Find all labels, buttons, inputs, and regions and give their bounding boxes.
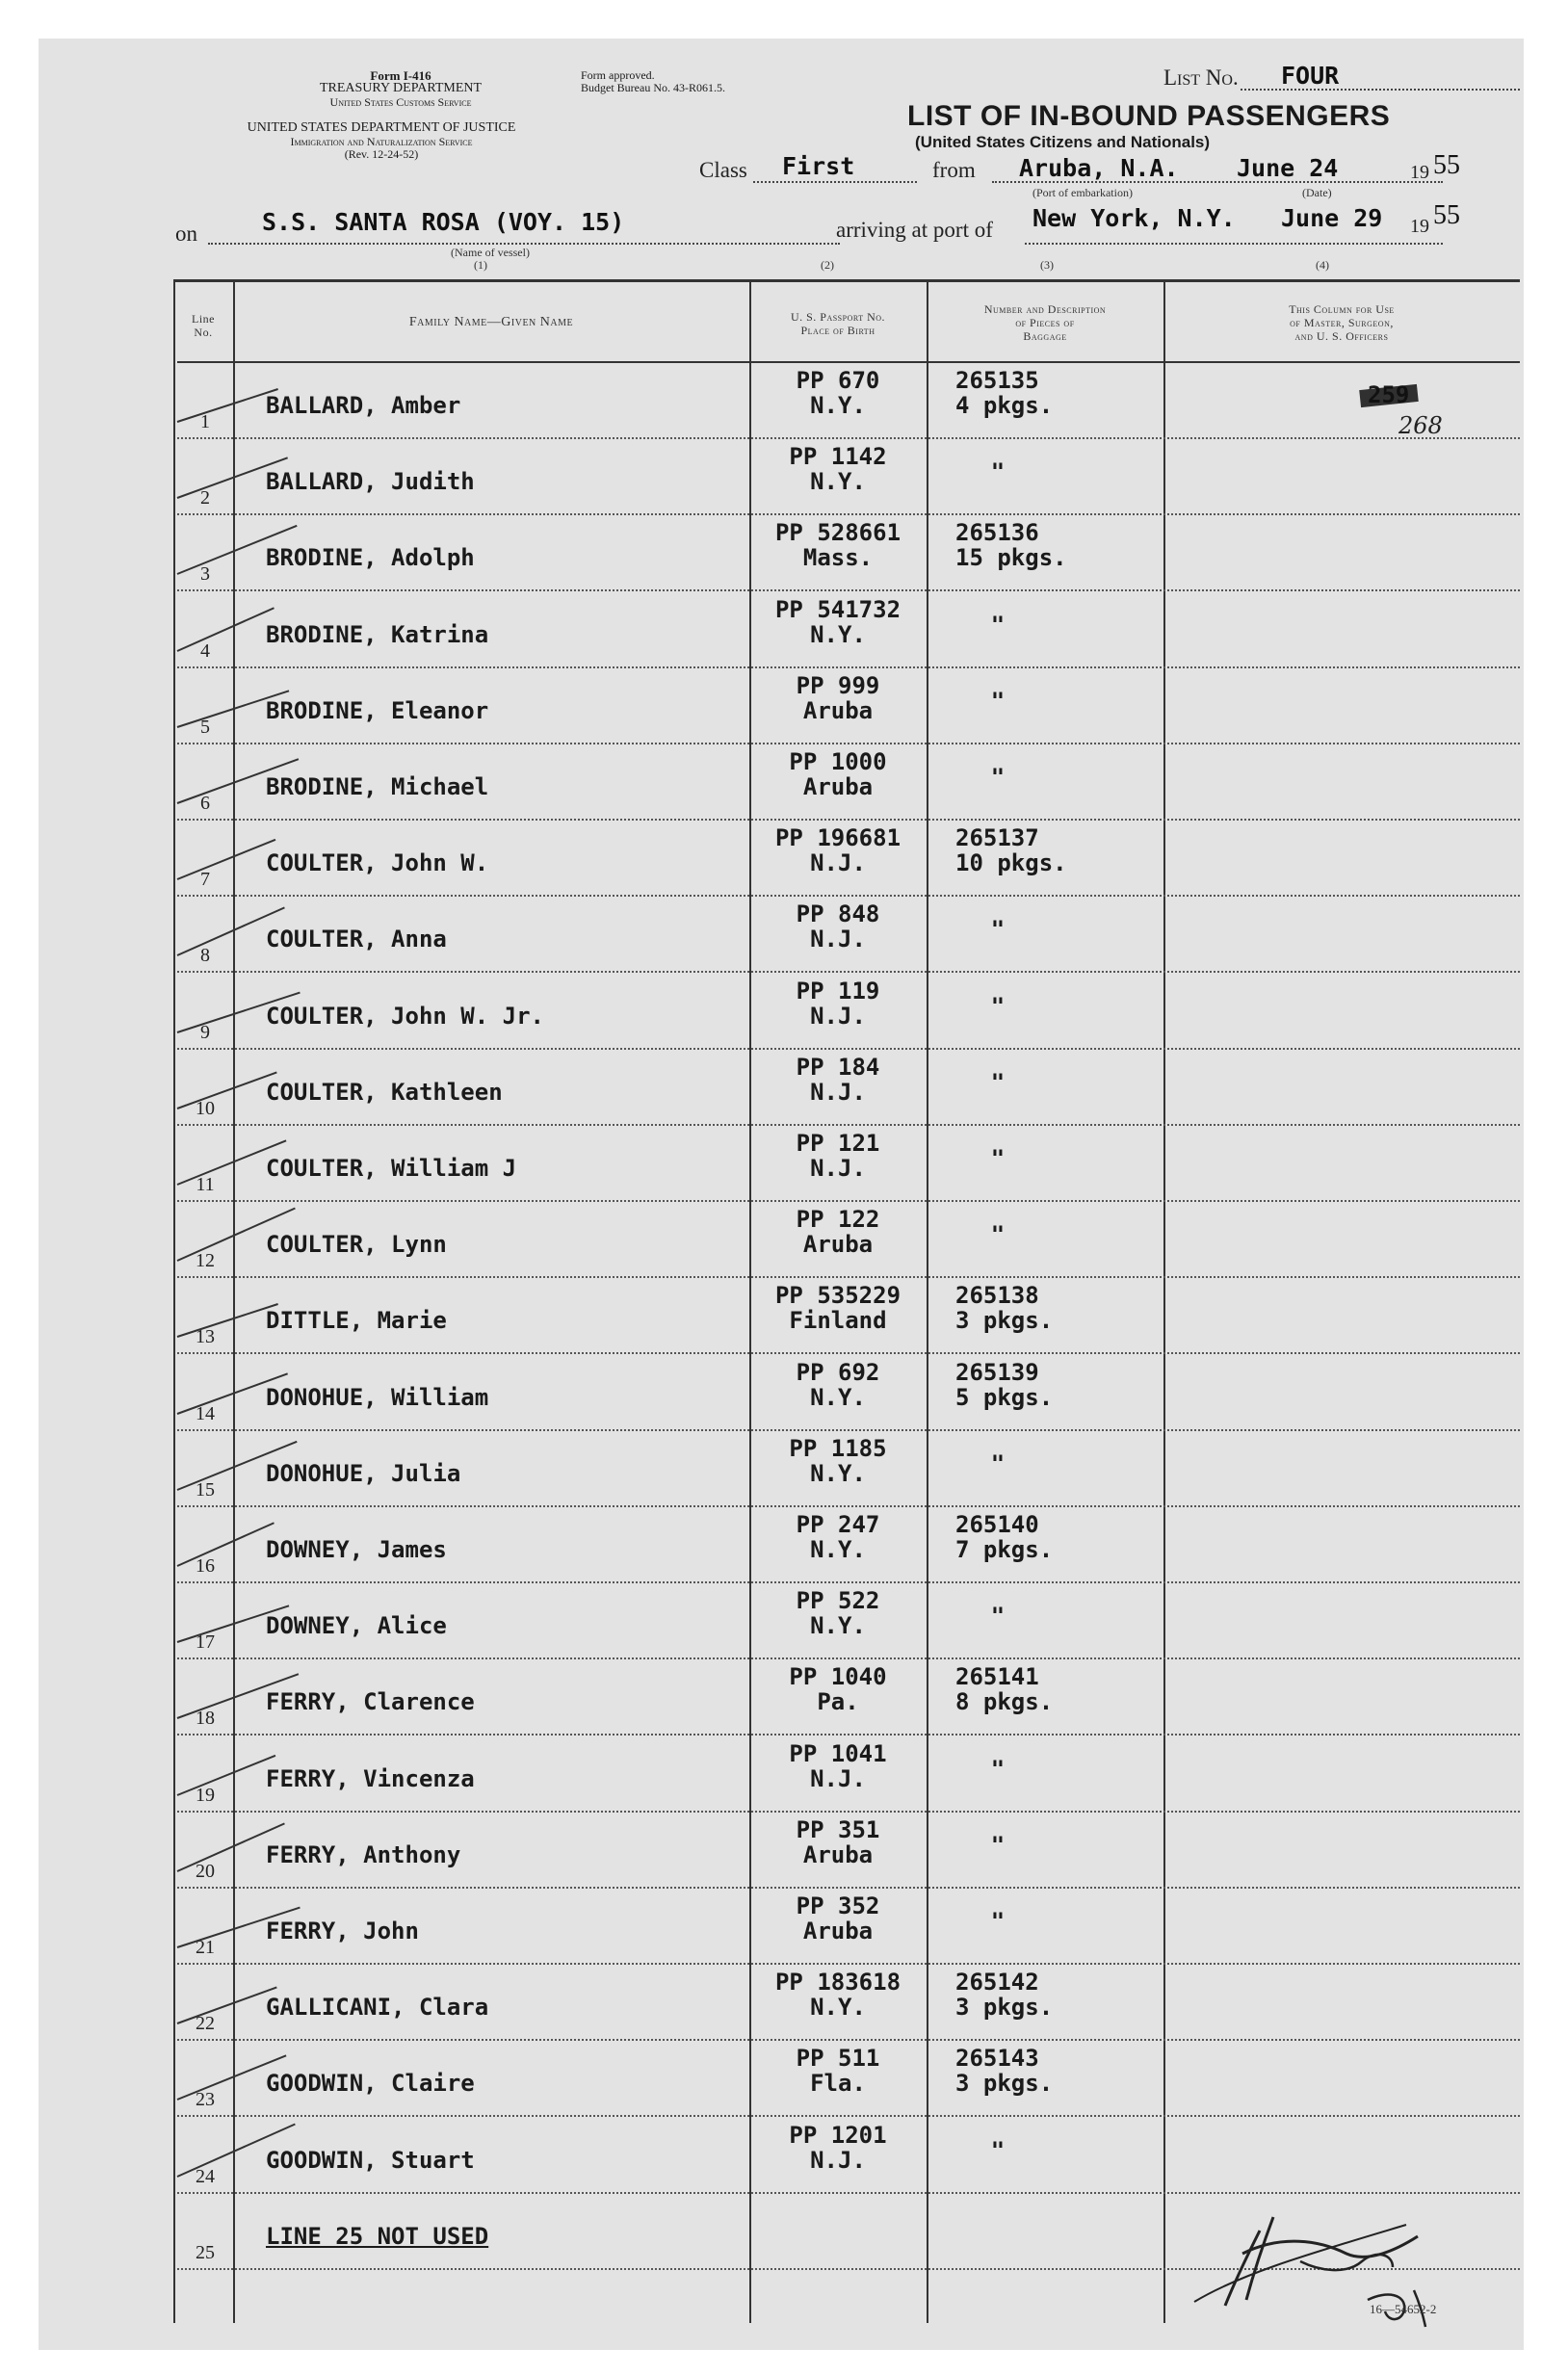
passenger-name: GALLICANI, Clara	[266, 1994, 489, 2022]
table-row	[39, 1431, 1522, 1507]
place-of-birth: Fla.	[810, 2070, 866, 2098]
baggage-pieces: 3 pkgs.	[955, 1307, 1054, 1335]
column-header-line-no-2: No.	[194, 326, 213, 339]
column-header-line-no-1: Line	[192, 312, 215, 326]
place-of-birth: N.Y.	[810, 392, 866, 419]
passport-number: PP 511	[796, 2045, 880, 2073]
col-caption-3: (3)	[1040, 258, 1054, 272]
line-number: 22	[196, 2013, 215, 2035]
passenger-name: GOODWIN, Stuart	[266, 2146, 475, 2174]
place-of-birth: N.J.	[810, 926, 866, 953]
justice-department: UNITED STATES DEPARTMENT OF JUSTICE	[247, 120, 516, 135]
ins-service: Immigration and Naturalization Service	[290, 135, 473, 148]
port-of-embarkation: Aruba, N.A.	[1019, 154, 1179, 182]
baggage-check-number: 265135	[955, 367, 1039, 394]
passenger-name: DITTLE, Marie	[266, 1307, 447, 1335]
form-approved: Form approved.	[581, 68, 655, 82]
arrival-port: New York, N.Y.	[1032, 204, 1236, 232]
baggage-pieces: 3 pkgs.	[955, 1994, 1054, 2022]
baggage-pieces: 15 pkgs.	[955, 544, 1067, 572]
baggage-check-number: 265140	[955, 1511, 1039, 1538]
form-number: Form I-416	[370, 68, 431, 83]
baggage-check-number: 265142	[955, 1969, 1039, 1997]
table-row	[39, 1889, 1522, 1965]
passport-number: PP 1040	[789, 1663, 887, 1691]
place-of-birth: Aruba	[802, 773, 874, 800]
passport-number: PP 1041	[789, 1739, 887, 1767]
place-of-birth: N.J.	[810, 1002, 866, 1030]
passenger-name: COULTER, Lynn	[266, 1231, 447, 1259]
budget-bureau: Budget Bureau No. 43-R061.5.	[581, 81, 725, 94]
line-number: 13	[196, 1326, 215, 1348]
ditto-mark: "	[990, 764, 1006, 791]
passport-number: PP 1201	[789, 2121, 887, 2149]
col-caption-2: (2)	[821, 258, 834, 272]
line-number: 9	[200, 1021, 210, 1043]
ditto-mark: "	[990, 687, 1006, 715]
ditto-mark: "	[990, 1449, 1006, 1477]
table-row	[39, 897, 1522, 973]
baggage-pieces: 5 pkgs.	[955, 1383, 1054, 1411]
table-row	[39, 1583, 1522, 1659]
arrival-line	[1025, 243, 1443, 245]
table-row	[39, 515, 1522, 591]
passenger-name: BRODINE, Eleanor	[266, 696, 489, 724]
ditto-mark: "	[990, 916, 1006, 944]
ditto-mark: "	[990, 2136, 1006, 2164]
column-header-officers-3: and U. S. Officers	[1294, 329, 1389, 343]
passport-number: PP 522	[796, 1587, 880, 1615]
passport-number: PP 351	[796, 1815, 880, 1843]
column-header-baggage-3: Baggage	[1023, 329, 1067, 343]
line-number: 15	[196, 1478, 215, 1501]
baggage-check-number: 265136	[955, 519, 1039, 547]
embarkation-date: June 24	[1237, 154, 1339, 182]
embark-year: 55	[1433, 150, 1460, 180]
passenger-name: COULTER, John W. Jr.	[266, 1002, 544, 1030]
place-of-birth: N.J.	[810, 2146, 866, 2174]
column-header-passport	[749, 310, 927, 337]
passport-number: PP 247	[796, 1511, 880, 1538]
table-row	[39, 821, 1522, 897]
passport-number: PP 122	[796, 1206, 880, 1234]
passport-number: PP 670	[796, 367, 880, 394]
line-number: 16	[196, 1555, 215, 1577]
place-of-birth: Pa.	[817, 1688, 859, 1716]
passenger-name: BRODINE, Michael	[266, 773, 489, 800]
from-label: from	[932, 158, 976, 182]
line-number: 5	[200, 716, 210, 738]
table-row	[39, 363, 1522, 439]
passenger-name: FERRY, Vincenza	[266, 1764, 475, 1792]
line-number: 18	[196, 1708, 215, 1730]
passenger-name: BRODINE, Adolph	[266, 544, 475, 572]
place-of-birth: N.J.	[810, 1764, 866, 1792]
passenger-name: COULTER, Kathleen	[266, 1078, 503, 1106]
table-row	[39, 1507, 1522, 1583]
vessel-line	[208, 243, 840, 245]
column-header-baggage	[927, 302, 1163, 343]
passport-number: PP 1142	[789, 443, 887, 471]
place-of-birth: N.J.	[810, 1155, 866, 1182]
table-top-border	[173, 279, 1520, 282]
line-number: 4	[200, 639, 210, 662]
column-header-name: Family Name—Given Name	[408, 315, 574, 329]
passenger-name: DONOHUE, Julia	[266, 1459, 461, 1487]
ditto-mark: "	[990, 1908, 1006, 1935]
passport-number: PP 352	[796, 1892, 880, 1919]
passport-number: PP 541732	[774, 595, 902, 623]
column-header-officers-2: of Master, Surgeon,	[1290, 316, 1394, 329]
footer-code: 16—54652-2	[1370, 2302, 1437, 2316]
col-caption-1: (1)	[474, 258, 487, 272]
line-unused-note: LINE 25 NOT USED	[266, 2222, 489, 2250]
baggage-check-number: 265138	[955, 1282, 1039, 1310]
baggage-pieces: 7 pkgs.	[955, 1536, 1054, 1563]
passenger-manifest-sheet	[39, 39, 1524, 2350]
line-number: 6	[200, 793, 210, 814]
line-number: 24	[196, 2165, 215, 2187]
place-of-birth: Aruba	[802, 1231, 874, 1259]
table-row	[39, 1736, 1522, 1813]
passport-number: PP 999	[796, 671, 880, 699]
line-number: 12	[196, 1250, 215, 1272]
passenger-name: GOODWIN, Claire	[266, 2070, 475, 2098]
place-of-birth: Finland	[789, 1307, 887, 1335]
line-number: 10	[196, 1097, 215, 1119]
line-number: 14	[196, 1402, 215, 1424]
baggage-pieces: 10 pkgs.	[955, 849, 1067, 877]
baggage-check-number: 265137	[955, 824, 1039, 852]
place-of-birth: N.Y.	[810, 620, 866, 648]
list-no-value: FOUR	[1281, 62, 1340, 90]
place-of-birth: N.Y.	[810, 1994, 866, 2022]
ditto-mark: "	[990, 1145, 1006, 1172]
passenger-name: COULTER, John W.	[266, 849, 489, 877]
line-number: 2	[200, 487, 210, 509]
passport-number: PP 196681	[774, 824, 902, 852]
ditto-mark: "	[990, 1831, 1006, 1859]
arrival-year-prefix: 19	[1410, 216, 1429, 237]
line-number: 25	[196, 2241, 215, 2263]
ditto-mark: "	[990, 992, 1006, 1020]
class-line	[753, 181, 917, 183]
place-of-birth: N.Y.	[810, 1383, 866, 1411]
column-header-baggage-2: of Pieces of	[1015, 316, 1075, 329]
line-number: 17	[196, 1631, 215, 1654]
passport-number: PP 692	[796, 1358, 880, 1386]
place-of-birth: N.J.	[810, 849, 866, 877]
table-row	[39, 974, 1522, 1050]
port-caption: (Port of embarkation)	[1032, 186, 1133, 199]
passenger-name: FERRY, John	[266, 1918, 419, 1944]
table-row	[39, 1813, 1522, 1889]
table-row	[39, 2118, 1522, 2194]
baggage-pieces: 4 pkgs.	[955, 392, 1054, 419]
arrival-year: 55	[1433, 200, 1460, 230]
place-of-birth: Aruba	[802, 1918, 874, 1944]
passport-number: PP 528661	[774, 519, 902, 547]
line-number: 23	[196, 2089, 215, 2111]
treasury-department: TREASURY DEPARTMENT	[319, 81, 483, 95]
baggage-check-number: 265143	[955, 2045, 1039, 2073]
ditto-mark: "	[990, 1068, 1006, 1096]
class-value: First	[782, 152, 855, 180]
passport-number: PP 1000	[789, 748, 887, 775]
vessel-name: S.S. SANTA ROSA (VOY. 15)	[262, 208, 625, 236]
table-row	[39, 1202, 1522, 1278]
passenger-name: DOWNEY, James	[266, 1536, 447, 1563]
date-caption: (Date)	[1302, 186, 1332, 199]
line-number: 19	[196, 1784, 215, 1806]
baggage-pieces: 8 pkgs.	[955, 1688, 1054, 1716]
place-of-birth: N.J.	[810, 1078, 866, 1106]
ditto-mark: "	[990, 611, 1006, 639]
page-subtitle: (United States Citizens and Nationals)	[915, 133, 1211, 151]
passport-number: PP 183618	[774, 1969, 902, 1997]
ditto-mark: "	[990, 458, 1006, 486]
vessel-caption: (Name of vessel)	[451, 246, 530, 259]
baggage-check-number: 265139	[955, 1358, 1039, 1386]
place-of-birth: N.Y.	[810, 1612, 866, 1640]
passenger-name: BALLARD, Judith	[266, 468, 475, 496]
table-row	[39, 1355, 1522, 1431]
table-row	[39, 2041, 1522, 2117]
passport-number: PP 121	[796, 1130, 880, 1157]
arriving-label: arriving at port of	[836, 218, 993, 242]
col-caption-4: (4)	[1316, 258, 1329, 272]
ditto-mark: "	[990, 1221, 1006, 1249]
line-number: 11	[196, 1174, 215, 1195]
column-header-line-no	[173, 312, 233, 339]
table-row	[39, 592, 1522, 668]
passenger-name: BALLARD, Amber	[266, 392, 461, 419]
table-row	[39, 668, 1522, 744]
line-number: 8	[200, 945, 210, 967]
passenger-name: DOWNEY, Alice	[266, 1612, 447, 1640]
column-header-baggage-1: Number and Description	[983, 302, 1107, 316]
table-row	[39, 439, 1522, 515]
passenger-name: COULTER, Anna	[266, 926, 447, 953]
ditto-mark: "	[990, 1755, 1006, 1783]
passport-number: PP 535229	[774, 1282, 902, 1310]
baggage-check-number: 265141	[955, 1663, 1039, 1691]
line-number: 3	[200, 563, 210, 586]
passport-number: PP 1185	[789, 1434, 887, 1462]
customs-service: United States Customs Service	[329, 95, 472, 109]
place-of-birth: N.Y.	[810, 468, 866, 496]
passport-number: PP 184	[796, 1053, 880, 1081]
table-row	[39, 1050, 1522, 1126]
column-header-officers-1: This Column for Use	[1289, 302, 1395, 316]
ditto-mark: "	[990, 1603, 1006, 1631]
table-row	[39, 1659, 1522, 1736]
column-header-officers	[1163, 302, 1520, 343]
line-number: 21	[196, 1937, 215, 1958]
page-title: LIST OF IN-BOUND PASSENGERS	[907, 100, 1391, 132]
on-label: on	[175, 222, 197, 246]
passenger-name: FERRY, Clarence	[266, 1688, 475, 1716]
table-row	[39, 1278, 1522, 1354]
table-row	[39, 1126, 1522, 1202]
place-of-birth: Mass.	[802, 544, 874, 572]
passport-number: PP 848	[796, 900, 880, 928]
arrival-date: June 29	[1281, 204, 1383, 232]
list-no-label: List No.	[1163, 65, 1239, 90]
passport-number: PP 119	[796, 977, 880, 1005]
place-of-birth: Aruba	[802, 1840, 874, 1868]
class-label: Class	[699, 158, 747, 182]
passenger-name: COULTER, William J	[266, 1155, 517, 1182]
embark-year-prefix: 19	[1410, 162, 1429, 183]
baggage-pieces: 3 pkgs.	[955, 2070, 1054, 2098]
corrected-number: 268	[1398, 412, 1443, 439]
passenger-name: BRODINE, Katrina	[266, 620, 489, 648]
table-row	[39, 744, 1522, 821]
line-number: 20	[196, 1860, 215, 1882]
line-number: 1	[200, 411, 210, 432]
column-header-passport-2: Place of Birth	[800, 324, 875, 337]
passenger-name: FERRY, Anthony	[266, 1840, 461, 1868]
place-of-birth: N.Y.	[810, 1459, 866, 1487]
column-header-passport-1: U. S. Passport No.	[790, 310, 886, 324]
place-of-birth: N.Y.	[810, 1536, 866, 1563]
passenger-name: DONOHUE, William	[266, 1383, 489, 1411]
revision: (Rev. 12-24-52)	[344, 147, 419, 161]
line-number: 7	[200, 869, 210, 891]
table-row	[39, 1965, 1522, 2041]
place-of-birth: Aruba	[802, 696, 874, 724]
